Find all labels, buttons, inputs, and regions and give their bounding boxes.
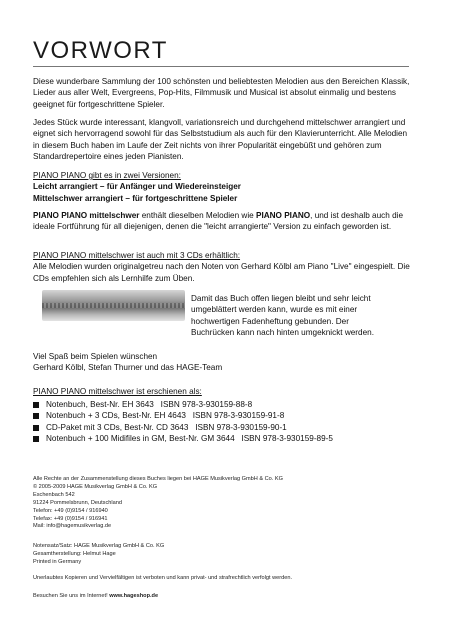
- cd-text: Alle Melodien wurden originalgetreu nach den Noten von Gerhard Kölbl am Piano "Live" eingespielt. Die CDs empfehlen sich als Lernhilfe zum Üben.: [33, 262, 410, 283]
- editions-list: [33, 399, 413, 445]
- version-easy: Leicht arrangiert – für Anfänger und Wiedereinsteiger: [33, 182, 241, 192]
- bound-book-image: [42, 290, 185, 321]
- versions-section: [33, 170, 413, 204]
- edition-item: Notenbuch + 100 Midifiles in GM, Best-Nr. GM 3644 ISBN 978-3-930159-89-5: [46, 434, 333, 444]
- imprint-address: [33, 476, 333, 531]
- copyright-line: © 2005-2009 HAGE Musikverlag GmbH & Co. KG: [33, 483, 158, 490]
- bullet-square-icon: [33, 436, 39, 442]
- title-rule: [33, 66, 409, 67]
- intro-text: Diese wunderbare Sammlung der 100 schönsten und beliebtesten Melodien aus den Bereichen Klassik, Lieder aus aller Welt, Evergreens, Pop-Hits, Filmmusik und Musical ist absolut einmalig und bestens geeignet für fortgeschrittene Spieler.: [33, 77, 410, 109]
- text-part-2: , und ist deshalb auch die ideale Fortführung für all diejenigen, denen die "leicht arrangierte" Version zu einfach geworden ist.: [33, 211, 403, 232]
- bold-title-2: PIANO PIANO: [256, 211, 311, 220]
- typesetting-line: Notensatz/Satz: HAGE Musikverlag GmbH & Co. KG: [33, 543, 165, 549]
- bold-title-1: PIANO PIANO mittelschwer: [33, 211, 140, 220]
- edition-item: Notenbuch, Best-Nr. EH 3643 ISBN 978-3-930159-88-8: [46, 400, 253, 409]
- text-part-1: enthält dieselben Melodien wie: [139, 211, 256, 220]
- edition-item: CD-Paket mit 3 CDs, Best-Nr. CD 3643 ISBN 978-3-930159-90-1: [46, 422, 287, 432]
- bullet-square-icon: [33, 425, 39, 431]
- rights-line: Alle Rechte an der Zusammenstellung dieses Buches liegen bei HAGE Musikverlag GmbH & Co. KG: [33, 476, 283, 482]
- intro-paragraph: [33, 76, 413, 110]
- cd-section: [33, 250, 413, 284]
- cd-heading: PIANO PIANO mittelschwer ist auch mit 3 CDs erhältlich:: [33, 251, 241, 260]
- editions-heading-block: [33, 386, 413, 397]
- version-medium: Mittelschwer arrangiert – für fortgeschrittene Spieler: [33, 193, 238, 203]
- bullet-square-icon: [33, 413, 39, 419]
- list-item: [33, 399, 413, 410]
- list-item: [33, 422, 413, 433]
- list-item: [33, 410, 413, 421]
- website-link[interactable]: www.hageshop.de: [109, 593, 159, 599]
- greeting-line-1: Viel Spaß beim Spielen wünschen: [33, 352, 158, 361]
- mail-line: Mail: info@hagemusikverlag.de: [33, 523, 112, 530]
- versions-heading: PIANO PIANO gibt es in zwei Versionen:: [33, 171, 181, 180]
- address-line-1: Eschenbach 542: [33, 491, 75, 498]
- binding-note: Damit das Buch offen liegen bleibt und sehr leicht umgeblättert werden kann, wurde es mit einer hochwertigen Fadenheftung gebunden. Der Buchrücken kann nach hinten umgeknickt werden.: [191, 294, 374, 338]
- page-title: VORWORT: [33, 37, 168, 64]
- production-line: Gesamtherstellung: Helmut Hage: [33, 550, 116, 557]
- website-line: [33, 593, 333, 601]
- imprint-production: [33, 543, 333, 567]
- edition-item: Notenbuch + 3 CDs, Best-Nr. EH 4643 ISBN 978-3-930159-91-8: [46, 411, 285, 421]
- description-text: Jedes Stück wurde interessant, klangvoll, variationsreich und durchgehend mittelschwer arrangiert und eignet sich hervorragend sowohl für das Selbststudium als auch für den Klavierunterricht. Alle Melodien in diesem Buch haben im Laufe der Zeit nichts von ihrer Popularität eingebüßt und gehören zum Standardrepertoire eines jeden Pianisten.: [33, 118, 408, 162]
- website-prefix: Besuchen Sie uns im Internet!: [33, 593, 110, 599]
- greeting-signature: Gerhard Kölbl, Stefan Thurner und das HAGE-Team: [33, 363, 223, 373]
- continuation-text: [33, 210, 413, 233]
- editions-heading: PIANO PIANO mittelschwer ist erschienen als:: [33, 387, 202, 396]
- greeting: [33, 351, 413, 374]
- bullet-square-icon: [33, 402, 39, 408]
- address-line-2: 91224 Pommelsbrunn, Deutschland: [33, 499, 122, 506]
- printed-line: Printed in Germany: [33, 558, 82, 565]
- fax-line: Telefax: +49 (0)9154 / 916941: [33, 515, 108, 522]
- phone-line: Telefon: +49 (0)9154 / 916940: [33, 507, 108, 514]
- description-paragraph: [33, 117, 413, 163]
- copy-warning: Unerlaubtes Kopieren und Vervielfältigen ist verboten und kann privat- und strafrechtlich verfolgt werden.: [33, 575, 293, 581]
- continuation-paragraph: [33, 210, 413, 233]
- list-item: [33, 433, 413, 444]
